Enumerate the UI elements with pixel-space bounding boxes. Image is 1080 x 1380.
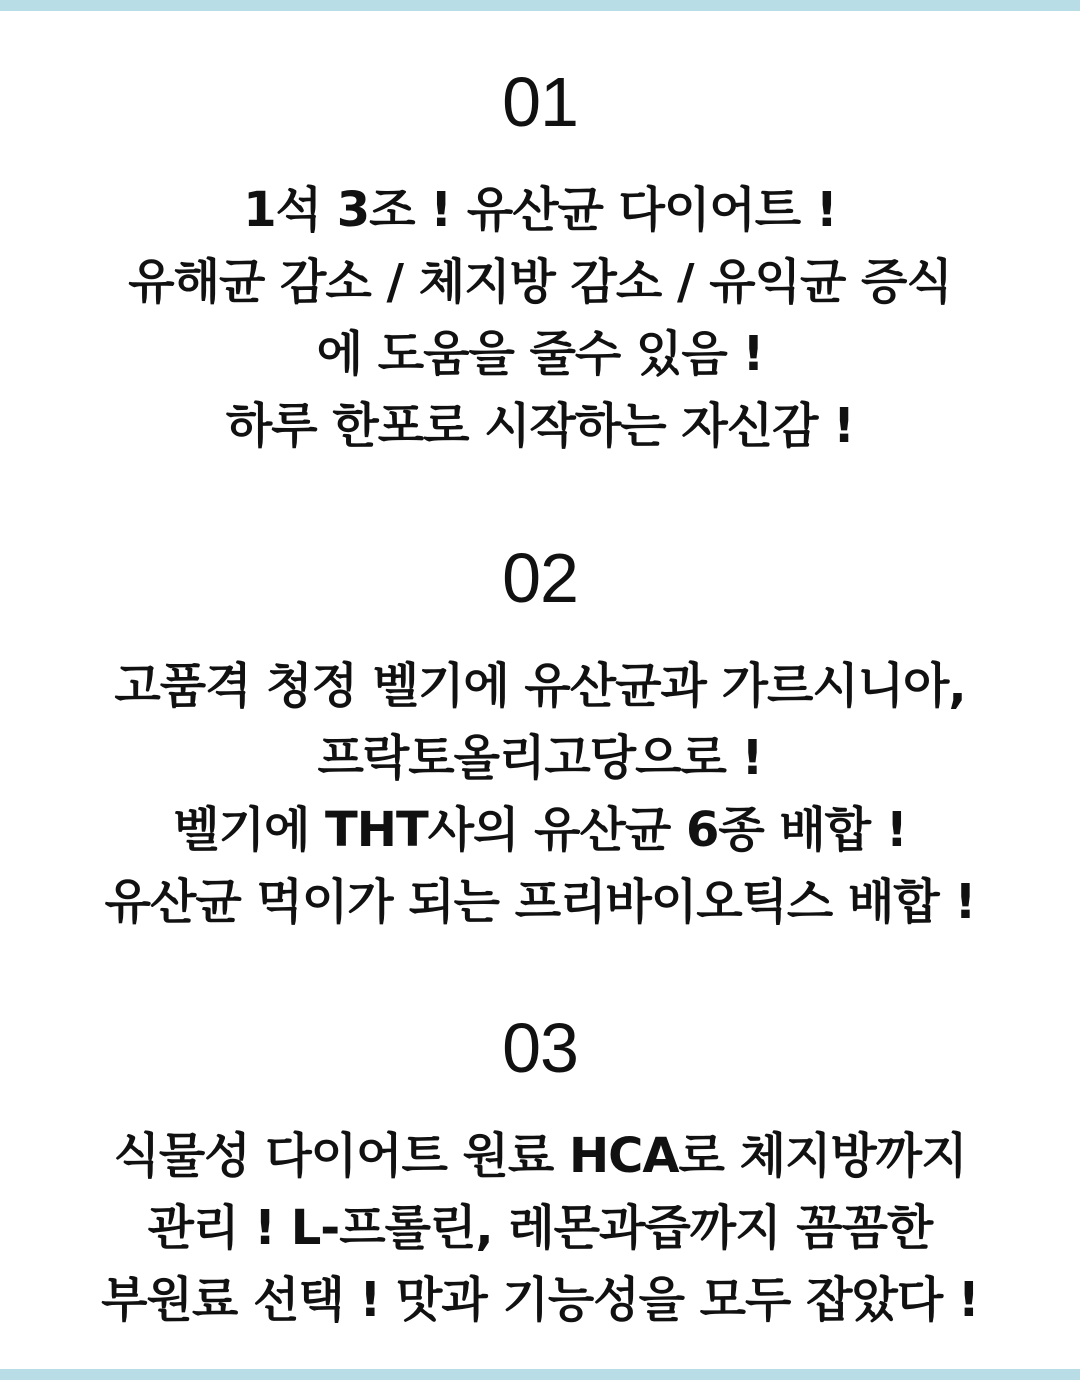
- description-line: 프락토올리고당으로 !: [317, 730, 763, 786]
- section-description: [0, 174, 1080, 462]
- description-line: 유해균 감소 / 체지방 감소 / 유익균 증식: [128, 254, 952, 310]
- section-description: [0, 650, 1080, 938]
- feature-section-02: [0, 538, 1080, 938]
- description-line: 하루 한포로 시작하는 자신감 !: [225, 398, 855, 454]
- description-line: 유산균 먹이가 되는 프리바이오틱스 배합 !: [104, 874, 976, 930]
- feature-section-03: [0, 1008, 1080, 1336]
- description-line: 고품격 청정 벨기에 유산균과 가르시니아,: [114, 658, 966, 714]
- feature-section-01: [0, 62, 1080, 462]
- section-number: 01: [502, 63, 578, 141]
- section-number: 02: [502, 539, 578, 617]
- top-accent-band: [0, 0, 1080, 11]
- description-line: 1석 3조 ! 유산균 다이어트 !: [243, 182, 837, 238]
- description-line: 부원료 선택 ! 맛과 기능성을 모두 잡았다 !: [101, 1272, 979, 1328]
- section-description: [0, 1120, 1080, 1336]
- section-number: 03: [502, 1009, 578, 1087]
- description-line: 에 도움을 줄수 있음 !: [316, 326, 764, 382]
- description-line: 관리 ! L-프롤린, 레몬과즙까지 꼼꼼한: [147, 1200, 933, 1256]
- description-line: 식물성 다이어트 원료 HCA로 체지방까지: [113, 1128, 967, 1184]
- description-line: 벨기에 THT사의 유산균 6종 배합 !: [173, 802, 907, 858]
- bottom-accent-band: [0, 1369, 1080, 1380]
